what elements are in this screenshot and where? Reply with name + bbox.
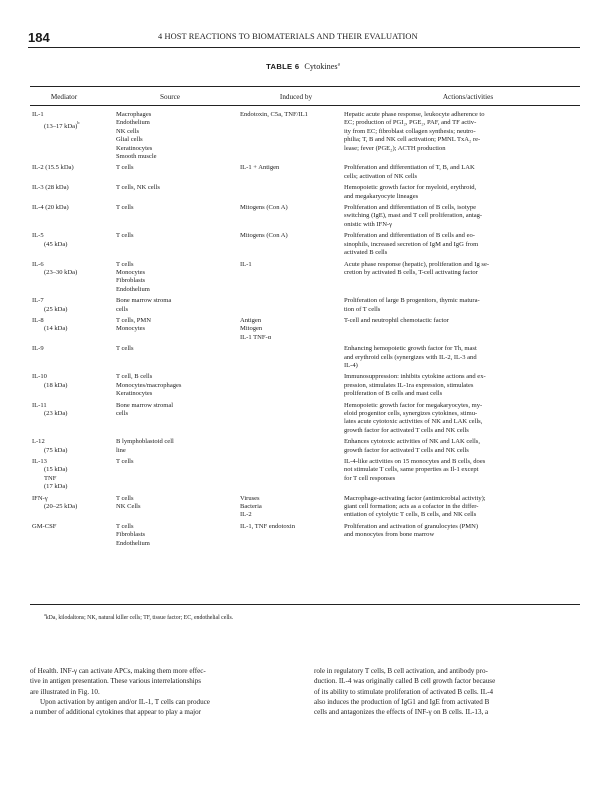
cell-line: and megakaryocyte lineages <box>344 192 419 200</box>
table-cell-actions <box>344 458 580 492</box>
cell-line: IFN-γ <box>32 494 48 502</box>
cell-line: Endothelium <box>116 285 150 293</box>
page-number: 184 <box>28 30 50 45</box>
table-cell-actions <box>344 523 580 548</box>
running-header <box>28 30 580 48</box>
table-header-rule <box>30 105 580 106</box>
cell-line: IL-2 <box>240 511 252 519</box>
table-cell-mediator <box>30 111 116 161</box>
cell-line: Bone marrow stromal <box>116 401 174 409</box>
table-cell-induced-by <box>240 111 344 161</box>
cell-line: eloid progenitor cells, synergizes cytokines, stimu- <box>344 410 478 417</box>
table-cell-actions <box>344 297 580 314</box>
body-line: of its ability to stimulate proliferation of activated B cells. IL-4 <box>314 687 494 696</box>
table-cell-induced-by <box>240 297 344 314</box>
table-cell-actions <box>344 317 580 342</box>
table-label: TABLE 6 <box>266 62 300 71</box>
cell-line: pression, stimulates IL-1ra expression, stimulates <box>344 381 474 389</box>
cell-line: Antigen <box>240 316 262 324</box>
table-cell-source <box>116 523 240 548</box>
table-cell-source <box>116 345 240 370</box>
table-cell-mediator <box>30 261 116 295</box>
table-row <box>30 184 580 201</box>
body-line: Upon activation by antigen and/or IL-1, T cells can produce <box>40 697 210 706</box>
cell-line: IL-1 TNF-α <box>240 333 272 341</box>
table-cell-source <box>116 164 240 181</box>
table-caption <box>0 62 606 71</box>
table-cell-induced-by <box>240 373 344 398</box>
table-cell-induced-by <box>240 523 344 548</box>
cell-line: Endothelium <box>116 539 150 547</box>
table-row <box>30 317 580 342</box>
cell-line: ity from EC; fibroblast collagen synthesis; neutro- <box>344 127 476 135</box>
table-cell-actions <box>344 261 580 295</box>
cell-line: Glial cells <box>116 136 143 144</box>
cell-line: (18 kDa) <box>44 381 68 389</box>
table-cell-mediator <box>30 438 116 455</box>
cell-line: Mitogens (Con A) <box>240 232 288 240</box>
cell-line: T cells, PMN <box>116 316 151 324</box>
table-row <box>30 373 580 398</box>
cell-line: Smooth muscle <box>116 153 157 161</box>
table-cell-induced-by <box>240 184 344 201</box>
cell-line: L-12 <box>32 438 45 446</box>
table-cell-mediator <box>30 297 116 314</box>
cell-line: IL-13 <box>32 458 47 466</box>
cell-line: IL-8 <box>32 316 44 324</box>
table-cell-actions <box>344 438 580 455</box>
cell-line: tion of T cells <box>344 305 381 313</box>
cytokine-table <box>30 111 580 551</box>
table-cell-source <box>116 232 240 257</box>
cell-line: Endotoxin, C5a, TNF/IL1 <box>240 111 308 118</box>
cell-line: (23 kDa) <box>44 410 68 417</box>
cell-line: Proliferation and differentiation of B cells, isotype <box>344 204 477 212</box>
cell-line: lates acute cytotoxic activities of NK and LAK cells, <box>344 418 483 426</box>
cell-line: entiation of cytolytic T cells, B cells, and NK cells <box>344 511 477 519</box>
cell-line: NK cells <box>116 127 140 135</box>
table-row <box>30 164 580 181</box>
table-cell-induced-by <box>240 204 344 229</box>
cell-line: IL-10 <box>32 373 47 381</box>
table-cell-mediator <box>30 317 116 342</box>
table-cell-source <box>116 402 240 436</box>
cell-line: cretion by activated B cells, T-cell activating factor <box>344 268 478 276</box>
cell-line: Acute phase response (hepatic), proliferation and Ig se- <box>344 260 490 268</box>
cell-line: Mitogens (Con A) <box>240 204 288 212</box>
table-cell-source <box>116 317 240 342</box>
cell-line: IL-6 <box>32 260 44 268</box>
table-cell-induced-by <box>240 438 344 455</box>
cell-line: line <box>116 446 126 454</box>
table-row <box>30 495 580 520</box>
table-cell-source <box>116 261 240 295</box>
cell-line: Keratinocytes <box>116 390 153 398</box>
table-cell-induced-by <box>240 345 344 370</box>
table-cell-source <box>116 438 240 455</box>
cell-line: IL-5 <box>32 232 44 240</box>
table-row <box>30 297 580 314</box>
column-header-actions: Actions/activities <box>442 93 494 101</box>
footnote-marker: a <box>44 612 46 617</box>
table-top-rule <box>30 86 580 87</box>
cell-line: activated B cells <box>344 249 388 257</box>
cell-line: IL-3 (28 kDa) <box>32 184 69 192</box>
table-cell-actions <box>344 402 580 436</box>
table-cell-source <box>116 204 240 229</box>
cell-line: sinophils, increased secretion of IgM and IgG from <box>344 240 479 248</box>
table-cell-mediator <box>30 164 116 181</box>
cell-line: Keratinocytes <box>116 144 153 152</box>
cell-line: (25 kDa) <box>44 305 68 313</box>
table-row <box>30 402 580 436</box>
cell-line: IL-2 (15.5 kDa) <box>32 164 74 172</box>
table-row <box>30 345 580 370</box>
body-line: of Health. INF-γ can activate APCs, making them more effec- <box>30 667 206 675</box>
table-title-marker: a <box>337 62 340 68</box>
table-row <box>30 438 580 455</box>
cell-line: T cells <box>116 232 134 240</box>
cell-line: (45 kDa) <box>44 240 68 248</box>
cell-line: switching (IgE), mast and T cell proliferation, antag- <box>344 212 483 220</box>
cell-line: Macrophages <box>116 111 152 118</box>
cell-line: T-cell and neutrophil chemotactic factor <box>344 316 449 324</box>
header-rule <box>28 47 580 48</box>
table-cell-induced-by <box>240 317 344 342</box>
body-line: tive in antigen presentation. These various interrelationships <box>30 677 202 686</box>
cell-line: Macrophage-activating factor (antimicrobial activity); <box>344 494 486 502</box>
cell-line: IL-1 <box>240 260 252 268</box>
mediator-footnote-marker: b <box>77 120 80 126</box>
cell-line: Hemopoietic growth factor for megakaryocytes, my- <box>344 401 483 409</box>
table-cell-source <box>116 184 240 201</box>
table-cell-source <box>116 373 240 398</box>
cell-line: (20–25 kDa) <box>44 503 78 511</box>
table-row <box>30 523 580 548</box>
cell-line: not stimulate T cells, same properties as Il-1 except <box>344 466 479 474</box>
table-cell-mediator <box>30 345 116 370</box>
cell-line: for T cell responses <box>344 474 396 482</box>
footnote-text: kDa, kilodaltons; NK, natural killer cells; TF, tissue factor; EC, endothelial cells. <box>45 614 234 621</box>
table-cell-induced-by <box>240 261 344 295</box>
cell-line: Enhances cytotoxic activities of NK and LAK cells, <box>344 438 480 446</box>
column-header-induced-by: Induced by <box>279 93 313 101</box>
cell-line: IL-4 (20 kDa) <box>32 204 69 212</box>
table-bottom-rule <box>30 604 580 605</box>
cell-line: IL-9 <box>32 345 44 353</box>
cell-line: T cells <box>116 522 134 530</box>
cell-line: proliferation of B cells and mast cells <box>344 390 443 398</box>
cell-line: IL-4-like activities on 15 monocytes and B cells, does <box>344 458 486 466</box>
cell-line: B lymphoblastoid cell <box>116 438 174 446</box>
cell-line: TNF <box>44 474 57 482</box>
table-cell-actions <box>344 373 580 398</box>
table-row <box>30 261 580 295</box>
cell-line: T cells <box>116 345 134 353</box>
cell-line: (14 kDa) <box>44 325 68 333</box>
cell-line: (23–30 kDa) <box>44 268 78 276</box>
table-cell-source <box>116 458 240 492</box>
body-column-right <box>314 666 582 717</box>
table-cell-mediator <box>30 184 116 201</box>
cell-line: T cells, NK cells <box>116 184 160 192</box>
cell-line: T cells <box>116 164 134 172</box>
cell-line: NK Cells <box>116 503 141 511</box>
cell-line: Bone marrow stroma <box>116 297 172 305</box>
table-title: Cytokines <box>304 62 338 71</box>
table-cell-mediator <box>30 402 116 436</box>
cell-line: and erythroid cells (synergizes with IL-2, IL-3 and <box>344 353 477 361</box>
table-cell-mediator <box>30 458 116 492</box>
cell-line: Proliferation of large B progenitors, thymic matura- <box>344 297 480 305</box>
cell-line: Proliferation and differentiation of B cells and eo- <box>344 232 475 240</box>
table-cell-induced-by <box>240 495 344 520</box>
table-row <box>30 458 580 492</box>
table-cell-mediator <box>30 373 116 398</box>
body-line: also induces the production of IgG1 and IgE from activated B <box>314 697 490 706</box>
column-header-mediator: Mediator <box>50 93 78 101</box>
cell-line: IL-11 <box>32 401 47 409</box>
table-cell-induced-by <box>240 402 344 436</box>
cell-line: giant cell formation; acts as a cofactor in the differ- <box>344 503 479 511</box>
table-cell-actions <box>344 184 580 201</box>
cell-line: (75 kDa) <box>44 446 68 454</box>
cell-line: IL-1 + Antigen <box>240 164 280 172</box>
cell-line: Mitogen <box>240 325 263 333</box>
cell-line: cells <box>116 410 128 417</box>
table-cell-source <box>116 495 240 520</box>
cell-line: T cell, B cells <box>116 373 153 381</box>
table-cell-source <box>116 297 240 314</box>
table-cell-actions <box>344 495 580 520</box>
cell-line: Fibroblasts <box>116 531 146 539</box>
table-cell-induced-by <box>240 232 344 257</box>
cell-line: T cells <box>116 260 134 268</box>
cell-line: Proliferation and activation of granulocytes (PMN) <box>344 522 478 530</box>
cell-line: GM-CSF <box>32 522 57 530</box>
cell-line: IL-4) <box>344 361 358 369</box>
cell-line: Endothelium <box>116 119 150 127</box>
table-cell-actions <box>344 345 580 370</box>
cell-line: Hemopoietic growth factor for myeloid, erythroid, <box>344 184 477 192</box>
cell-line: IL-7 <box>32 297 44 305</box>
body-line: cells and antagonizes the effects of INF-γ on B cells. IL-13, a <box>314 708 489 717</box>
body-line: duction. IL-4 was originally called B cell growth factor because <box>314 677 496 686</box>
body-column-left <box>30 666 298 717</box>
table-cell-actions <box>344 111 580 161</box>
table-cell-actions <box>344 204 580 229</box>
cell-line: Enhancing hemopoietic growth factor for Th, mast <box>344 345 477 353</box>
column-header-source: Source <box>160 93 180 101</box>
cell-line: Hepatic acute phase response, leukocyte adherence to <box>344 111 485 118</box>
cell-line: T cells <box>116 494 134 502</box>
table-row <box>30 111 580 161</box>
cell-line: (13–17 kDa) <box>44 122 78 130</box>
cell-line: Immunosuppression: inhibits cytokine actions and ex- <box>344 373 486 381</box>
cell-line: cells <box>116 305 128 313</box>
table-cell-mediator <box>30 204 116 229</box>
cell-line: Proliferation and differentiation of T, B, and LAK <box>344 164 475 172</box>
cell-line: IL-1 <box>32 111 44 118</box>
cell-line: Fibroblasts <box>116 277 146 285</box>
table-footnote <box>44 612 233 621</box>
cell-line: Monocytes/macrophages <box>116 381 182 389</box>
table-row <box>30 204 580 229</box>
cell-line: T cells <box>116 458 134 466</box>
cell-line: Bacteria <box>240 503 262 511</box>
table-cell-actions <box>344 232 580 257</box>
cell-line: and monocytes from bone marrow <box>344 531 435 539</box>
cell-line: growth factor for activated T cells and NK cells <box>344 426 469 434</box>
cell-line: cells; activation of NK cells <box>344 172 418 180</box>
cell-line: philia; T, B and NK cell activation; PMNL TxA₂ re- <box>344 136 481 144</box>
cell-line: onistic with IFN-γ <box>344 220 392 228</box>
cell-line: (17 kDa) <box>44 483 68 491</box>
cell-line: Viruses <box>240 494 260 502</box>
table-cell-actions <box>344 164 580 181</box>
body-line: role in regulatory T cells, B cell activation, and antibody pro- <box>314 667 488 675</box>
table-cell-mediator <box>30 495 116 520</box>
table-cell-mediator <box>30 232 116 257</box>
cell-line: EC; production of PGI₂, PGE₂, PAF, and TF activ- <box>344 119 477 127</box>
cell-line: growth factor for activated T cells and NK cells <box>344 446 469 454</box>
cell-line: IL-1, TNF endotoxin <box>240 522 295 530</box>
cell-line: lease; fever (PGE₂); ACTH production <box>344 144 446 152</box>
table-cell-induced-by <box>240 458 344 492</box>
table-cell-source <box>116 111 240 161</box>
cell-line: (15 kDa) <box>44 466 68 474</box>
table-cell-mediator <box>30 523 116 548</box>
running-title: 4 HOST REACTIONS TO BIOMATERIALS AND THEIR EVALUATION <box>158 32 418 41</box>
cell-line: T cells <box>116 204 134 212</box>
cell-line: Monocytes <box>116 268 146 276</box>
body-line: a number of additional cytokines that appear to play a major <box>30 708 201 717</box>
cell-line: Monocytes <box>116 325 146 333</box>
table-row <box>30 232 580 257</box>
body-line: are illustrated in Fig. 10. <box>30 687 100 696</box>
table-cell-induced-by <box>240 164 344 181</box>
